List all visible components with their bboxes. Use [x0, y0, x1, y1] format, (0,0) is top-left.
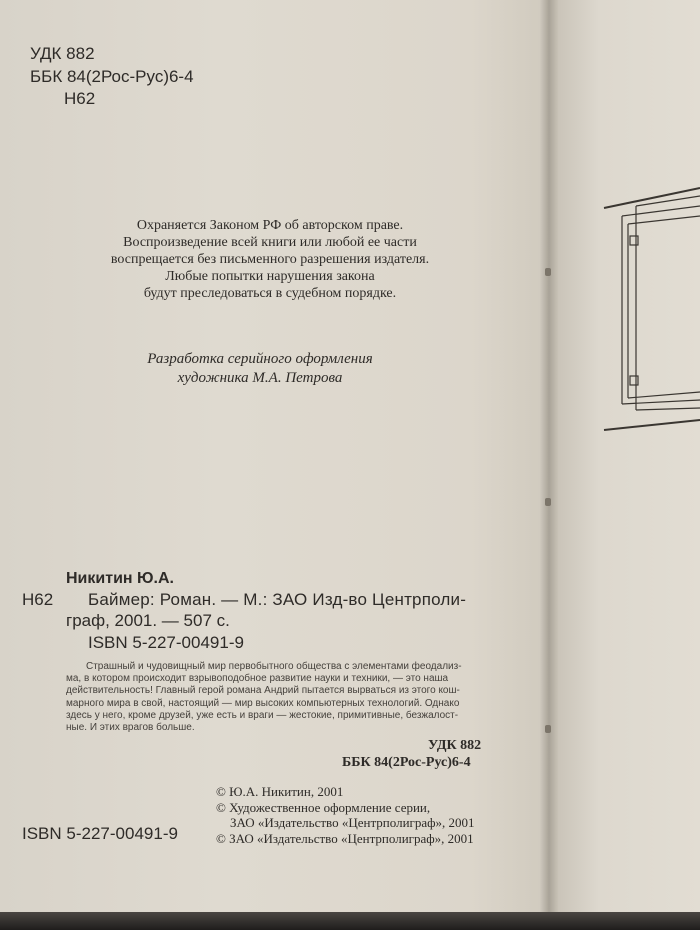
- catalog-udk: УДК 882: [428, 738, 482, 753]
- catalog-isbn: ISBN 5-227-00491-9: [88, 633, 244, 652]
- series-design-credit: [60, 350, 460, 388]
- catalog-author: Никитин Ю.А.: [66, 570, 174, 587]
- credit-line: художника М.А. Петрова: [177, 370, 343, 386]
- catalog-sign: Н62: [22, 590, 54, 609]
- book-gutter: [540, 0, 558, 930]
- copyright-lines: [216, 784, 475, 846]
- annotation-line: ма, в котором происходит взрывоподобное развитие науки и техники, — это наша: [66, 673, 449, 685]
- notice-line: Любые попытки нарушения закона: [165, 269, 375, 284]
- annotation-line: ные. И этих врагов больше.: [66, 722, 195, 734]
- bbk-code: ББК 84(2Рос-Рус)6-4: [30, 67, 194, 86]
- notice-line: будут преследоваться в судебном порядке.: [143, 286, 397, 301]
- frame-ornament-graphic: [600, 180, 700, 440]
- catalog-title-line: Баймер: Роман. — М.: ЗАО Изд-во Центрполи-: [88, 590, 467, 609]
- cover-edge: [0, 912, 700, 930]
- binding-stitch: [545, 725, 551, 733]
- copyright-line: © ЗАО «Издательство «Центрполиграф», 2001: [216, 830, 474, 846]
- copyright-line: © Ю.А. Никитин, 2001: [216, 784, 344, 799]
- annotation-line: действительность! Главный герой романа Андрий пытается вырваться из этого кош-: [66, 685, 460, 697]
- isbn-bottom: ISBN 5-227-00491-9: [22, 824, 178, 843]
- copyright-notice: [70, 217, 470, 302]
- annotation-line: марного мира в свой, настоящий — мир высоких компьютерных технологий. Однако: [66, 697, 460, 709]
- catalog-title-line: граф, 2001. — 507 с.: [66, 611, 230, 630]
- copyright-line: © Художественное оформление серии,: [216, 799, 431, 815]
- author-sign: Н62: [64, 89, 96, 108]
- annotation-line: здесь у него, кроме друзей, уже есть и враги — жестокие, примитивные, безжалост-: [66, 709, 459, 721]
- annotation-line: Страшный и чудовищный мир первобытного общества с элементами феодализ-: [86, 661, 462, 672]
- credit-line: Разработка серийного оформления: [147, 351, 373, 367]
- binding-stitch: [545, 498, 551, 506]
- udk-code: УДК 882: [30, 44, 95, 63]
- copyright-line: ЗАО «Издательство «Центрполиграф», 2001: [230, 815, 475, 830]
- notice-line: Охраняется Законом РФ об авторском праве.: [136, 218, 404, 233]
- notice-line: Воспроизведение всей книги или любой ее части: [123, 235, 417, 250]
- catalog-bbk: ББК 84(2Рос-Рус)6-4: [342, 755, 471, 770]
- notice-line: воспрещается без письменного разрешения издателя.: [110, 252, 430, 267]
- right-page: [556, 0, 700, 915]
- catalog-annotation: [66, 661, 462, 734]
- binding-stitch: [545, 268, 551, 276]
